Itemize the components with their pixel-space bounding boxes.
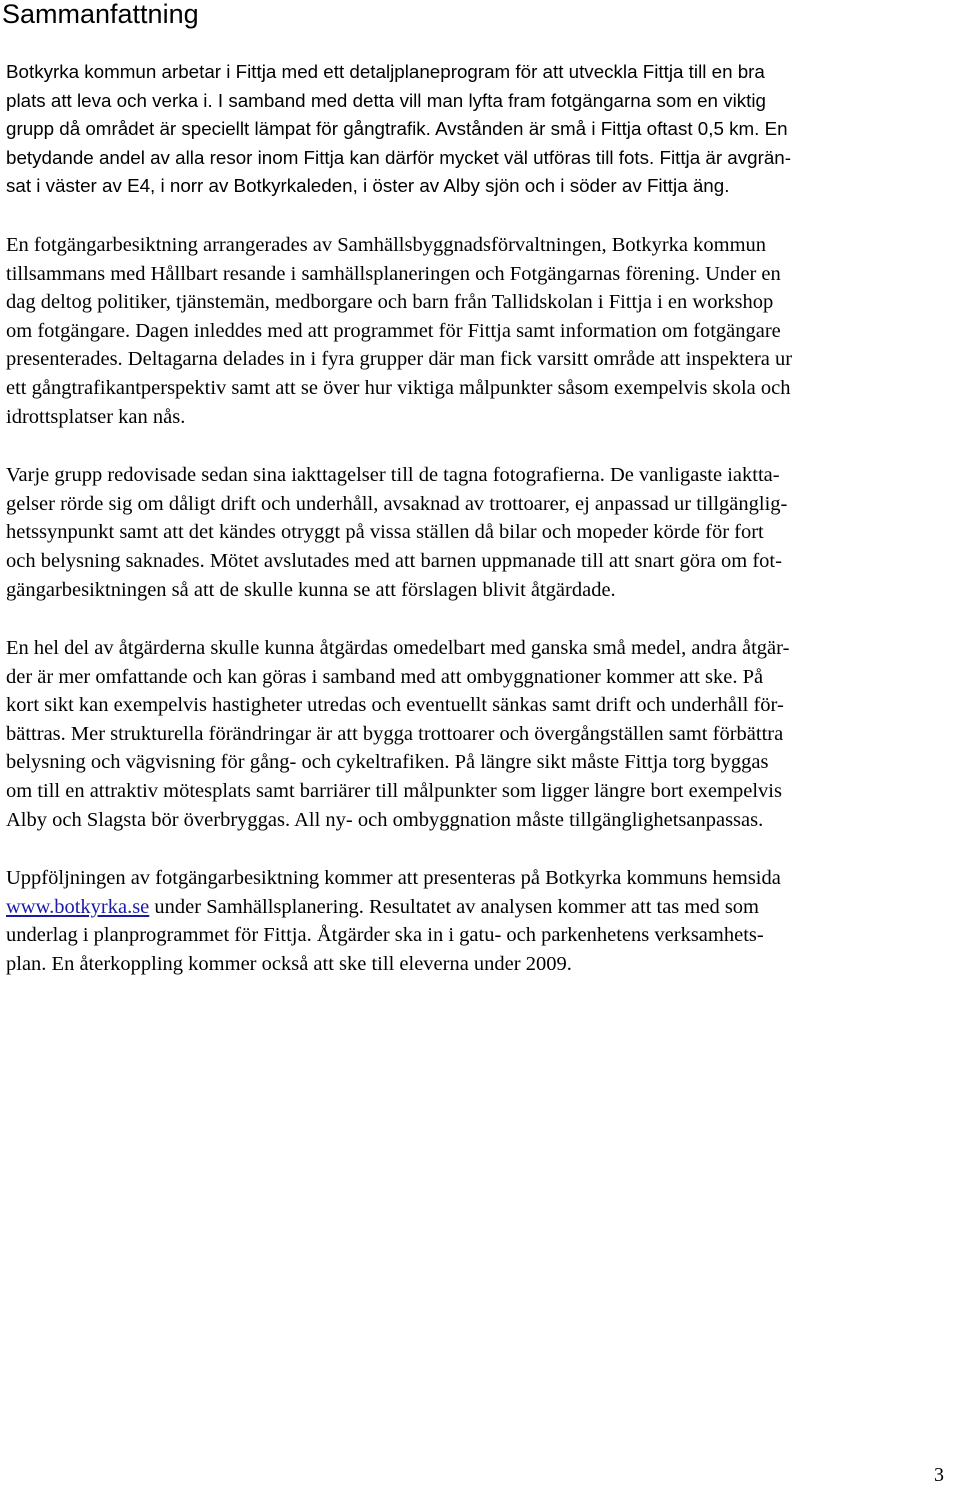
text-line xyxy=(6,58,960,87)
website-link[interactable]: www.botkyrka.se xyxy=(6,895,150,918)
text-segment: Varje grupp redovisade sedan sina iakttagelser till de tagna fotografierna. De vanligaste iaktta- xyxy=(6,464,780,487)
paragraph xyxy=(6,634,960,834)
text-segment: underlag i planprogrammet för Fittja. Åtgärder ska in i gatu- och parkenhetens verksamhets- xyxy=(6,924,764,947)
text-line xyxy=(6,231,960,260)
page-number: 3 xyxy=(934,1464,944,1486)
text-line xyxy=(6,374,960,403)
text-segment: En hel del av åtgärderna skulle kunna åtgärdas omedelbart med ganska små medel, andra åtgär- xyxy=(6,637,790,660)
text-line xyxy=(6,950,960,979)
text-line xyxy=(6,115,960,144)
text-line xyxy=(6,777,960,806)
text-line xyxy=(6,634,960,663)
text-line xyxy=(6,317,960,346)
text-line xyxy=(6,748,960,777)
text-line xyxy=(6,547,960,576)
paragraph-gap xyxy=(6,431,960,461)
text-line xyxy=(6,87,960,116)
text-line xyxy=(6,345,960,374)
text-segment: betydande andel av alla resor inom Fittja kan därför mycket väl utföras till fots. Fittja är avgrän- xyxy=(6,146,791,168)
document-body xyxy=(6,58,960,979)
text-line xyxy=(6,172,960,201)
text-segment: belysning och vägvisning för gång- och cykeltrafiken. På längre sikt måste Fittja torg byggas xyxy=(6,751,769,774)
text-segment: gängarbesiktningen så att de skulle kunna se att förslagen blivit åtgärdade. xyxy=(6,578,616,601)
paragraph xyxy=(6,231,960,431)
text-segment: En fotgängarbesiktning arrangerades av Samhällsbyggnadsförvaltningen, Botkyrka kommun xyxy=(6,233,767,256)
text-line xyxy=(6,663,960,692)
text-line xyxy=(6,921,960,950)
text-segment: tillsammans med Hållbart resande i samhällsplaneringen och Fotgängarnas förening. Under en xyxy=(6,262,781,285)
text-line xyxy=(6,864,960,893)
text-line xyxy=(6,260,960,289)
text-segment: Uppföljningen av fotgängarbesiktning kommer att presenteras på Botkyrka kommuns hemsida xyxy=(6,867,781,890)
text-segment: under Samhällsplanering. Resultatet av analysen kommer att tas med som xyxy=(149,895,760,918)
text-segment: der är mer omfattande och kan göras i samband med att ombyggnationer kommer att ske. På xyxy=(6,665,764,688)
text-segment: och belysning saknades. Mötet avslutades med att barnen uppmanade till att snart göra om fot- xyxy=(6,549,782,572)
text-line xyxy=(6,288,960,317)
page-title: Sammanfattning xyxy=(2,0,199,29)
paragraph xyxy=(6,58,960,201)
text-segment: gelser rörde sig om dåligt drift och underhåll, avsaknad av trottoarer, ej anpassad ur tillgänglig- xyxy=(6,492,788,515)
paragraph xyxy=(6,461,960,604)
text-line xyxy=(6,144,960,173)
text-segment: sat i väster av E4, i norr av Botkyrkaleden, i öster av Alby sjön och i söder av Fittja äng. xyxy=(6,175,730,197)
paragraph xyxy=(6,864,960,978)
text-segment: presenterades. Deltagarna delades in i fyra grupper där man fick varsitt område att inspektera ur xyxy=(6,348,793,371)
text-line xyxy=(6,720,960,749)
text-segment: idrottsplatser kan nås. xyxy=(6,405,186,428)
text-segment: om fotgängare. Dagen inleddes med att programmet för Fittja samt information om fotgängare xyxy=(6,319,781,342)
paragraph-gap xyxy=(6,604,960,634)
text-segment: Botkyrka kommun arbetar i Fittja med ett detaljplaneprogram för att utveckla Fittja till en bra xyxy=(6,61,765,82)
text-line xyxy=(6,576,960,605)
text-line xyxy=(6,691,960,720)
text-line xyxy=(6,806,960,835)
paragraph-gap xyxy=(6,834,960,864)
text-segment: bättras. Mer strukturella förändringar är att bygga trottoarer och övergångställen samt förbättra xyxy=(6,722,784,745)
text-line xyxy=(6,893,960,922)
text-line xyxy=(6,461,960,490)
text-segment: plats att leva och verka i. I samband med detta vill man lyfta fram fotgängarna som en viktig xyxy=(6,89,766,111)
text-segment: dag deltog politiker, tjänstemän, medborgare och barn från Tallidskolan i Fittja i en workshop xyxy=(6,291,774,314)
text-segment: ett gångtrafikantperspektiv samt att se över hur viktiga målpunkter såsom exempelvis skola och xyxy=(6,376,791,399)
text-line xyxy=(6,490,960,519)
text-segment: kort sikt kan exempelvis hastigheter utredas och eventuellt sänkas samt drift och underhåll för- xyxy=(6,694,784,717)
text-segment: Alby och Slagsta bör överbryggas. All ny- och ombyggnation måste tillgänglighetsanpassas. xyxy=(6,808,764,831)
text-segment: om till en attraktiv mötesplats samt barriärer till målpunkter som ligger längre bort exempelvis xyxy=(6,780,782,803)
text-segment: hetssynpunkt samt att det kändes otryggt på vissa ställen då bilar och mopeder körde för fort xyxy=(6,521,764,544)
text-line xyxy=(6,403,960,432)
text-segment: grupp då området är speciellt lämpat för gångtrafik. Avstånden är små i Fittja oftast 0,5 km. En xyxy=(6,118,788,140)
paragraph-gap xyxy=(6,201,960,231)
text-segment: plan. En återkoppling kommer också att ske till eleverna under 2009. xyxy=(6,953,572,976)
text-line xyxy=(6,518,960,547)
